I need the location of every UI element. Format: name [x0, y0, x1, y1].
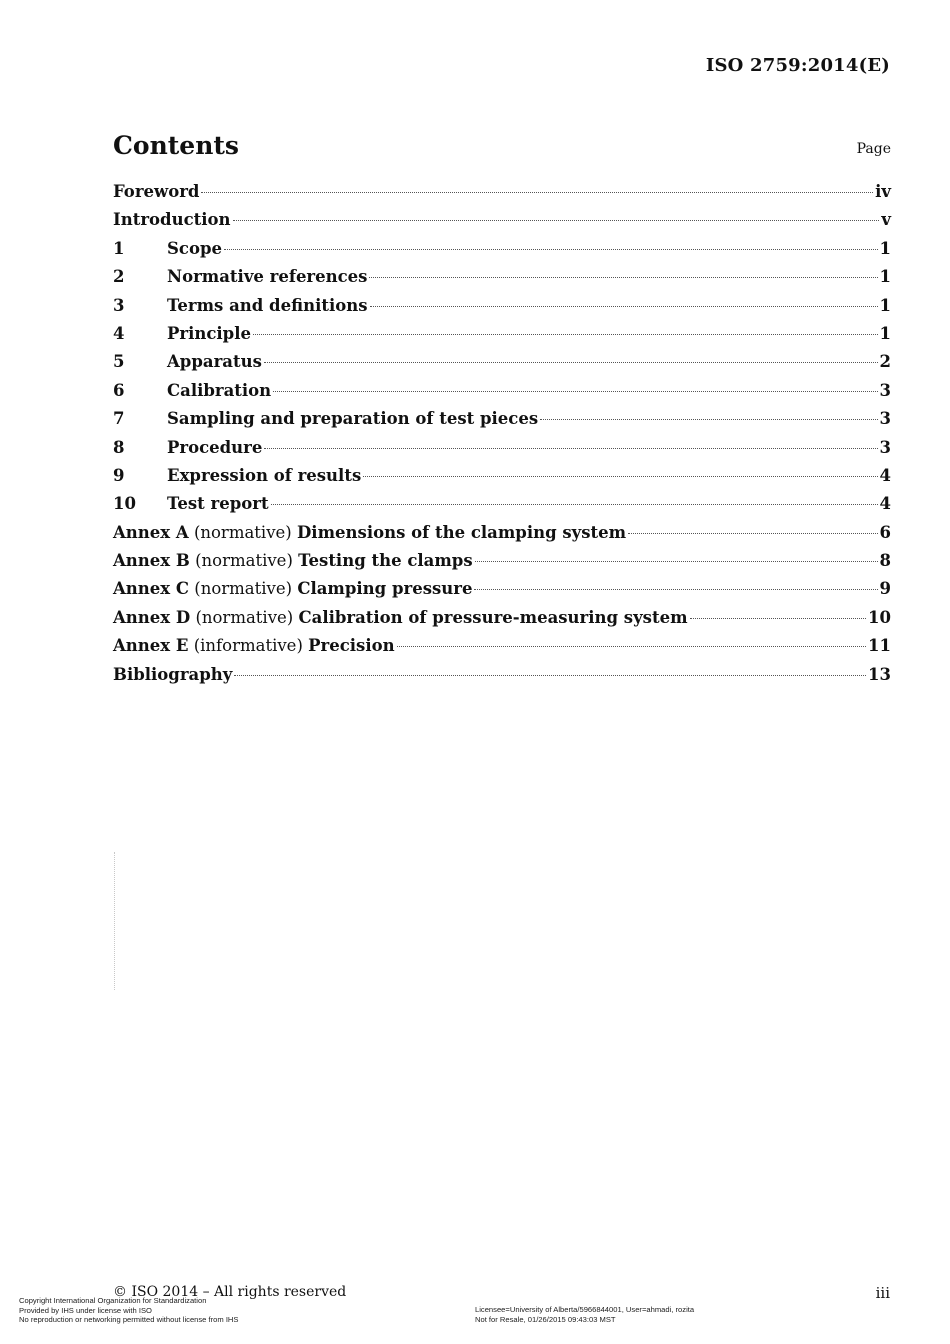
toc-entry-text — [167, 438, 262, 457]
toc-entry[interactable] — [113, 182, 891, 210]
toc-entry[interactable] — [113, 665, 891, 693]
toc-annex-type: (normative) — [195, 551, 293, 571]
toc-dot-leader — [271, 504, 878, 505]
toc-entry[interactable] — [113, 381, 891, 409]
toc-annex-label: Annex A — [113, 522, 189, 542]
toc-entry[interactable] — [113, 409, 891, 437]
toc-dot-leader — [273, 391, 877, 392]
toc-entry-title: Procedure — [167, 437, 263, 457]
toc-entry-text — [113, 551, 473, 570]
page-column-label: Page — [856, 141, 891, 157]
side-margin-mark — [114, 852, 118, 990]
toc-dot-leader — [363, 476, 877, 477]
toc-entry-title: Test report — [167, 494, 269, 514]
toc-entry-page: 6 — [879, 522, 891, 542]
toc-entry-page: 2 — [879, 352, 891, 372]
toc-entry-title: Clamping pressure — [297, 579, 473, 599]
license-right-line: Licensee=University of Alberta/5966844001, User=ahmadi, rozita — [475, 1305, 695, 1314]
toc-entry-title: Expression of results — [167, 465, 362, 485]
toc-annex-type: (informative) — [193, 636, 303, 656]
toc-entry-text — [113, 210, 231, 229]
toc-entry-text — [167, 239, 222, 258]
toc-entry-page: 9 — [879, 579, 891, 599]
toc-entry[interactable] — [113, 267, 891, 295]
toc-entry-text — [167, 324, 251, 343]
toc-dot-leader — [690, 618, 867, 619]
toc-entry-text — [113, 608, 688, 627]
toc-entry-number: 7 — [113, 409, 125, 429]
toc-entry-text — [167, 494, 269, 513]
toc-annex-label: Annex C — [113, 579, 190, 599]
license-left-line: Copyright International Organization for Standardization — [19, 1296, 207, 1305]
toc-entry-title: Scope — [167, 238, 223, 258]
footer-page-number: iii — [875, 1284, 890, 1302]
toc-entry[interactable] — [113, 296, 891, 324]
toc-entry-page: 4 — [879, 465, 891, 485]
toc-entry-page: 4 — [879, 494, 891, 514]
toc-dot-leader — [475, 561, 878, 562]
contents-header — [113, 131, 891, 163]
license-left-line: Provided by IHS under license with ISO — [19, 1305, 152, 1315]
license-notice-left — [19, 1296, 238, 1325]
toc-entry[interactable] — [113, 438, 891, 466]
toc-entry[interactable] — [113, 324, 891, 352]
toc-entry-number: 2 — [113, 267, 125, 287]
toc-entry-title: Apparatus — [167, 352, 262, 372]
toc-annex-label: Annex B — [113, 551, 190, 571]
toc-entry-text — [167, 267, 367, 286]
toc-entry[interactable] — [113, 608, 891, 636]
toc-entry-page: iv — [875, 182, 891, 201]
toc-dot-leader — [233, 220, 880, 221]
toc-entry[interactable] — [113, 466, 891, 494]
contents-title: Contents — [113, 131, 240, 160]
toc-entry-title: Introduction — [113, 210, 231, 230]
toc-entry[interactable] — [113, 352, 891, 380]
toc-entry-text — [167, 409, 538, 428]
toc-entry-text — [167, 381, 271, 400]
toc-dot-leader — [201, 192, 873, 193]
toc-entry-number: 5 — [113, 352, 125, 372]
toc-entry[interactable] — [113, 551, 891, 579]
toc-dot-leader — [397, 646, 866, 647]
toc-entry[interactable] — [113, 210, 891, 238]
toc-entry-text — [167, 466, 361, 485]
toc-dot-leader — [540, 419, 877, 420]
toc-entry-page: 11 — [868, 636, 891, 656]
toc-entry-title: Precision — [308, 636, 395, 656]
toc-entry-page: 3 — [879, 437, 891, 457]
toc-entry-page: 3 — [879, 380, 891, 400]
table-of-contents — [113, 182, 891, 693]
toc-entry-number: 9 — [113, 465, 125, 485]
toc-dot-leader — [264, 362, 878, 363]
toc-entry-page: 1 — [879, 238, 891, 258]
toc-entry-title: Bibliography — [113, 664, 233, 684]
toc-entry[interactable] — [113, 636, 891, 664]
toc-entry[interactable] — [113, 239, 891, 267]
toc-entry-text — [113, 636, 395, 655]
toc-entry-page: 8 — [879, 551, 891, 571]
toc-dot-leader — [224, 249, 878, 250]
toc-entry-title: Testing the clamps — [298, 551, 473, 571]
toc-entry-title: Normative references — [167, 267, 368, 287]
toc-entry[interactable] — [113, 494, 891, 522]
toc-entry-number: 3 — [113, 295, 125, 315]
toc-dot-leader — [369, 277, 877, 278]
toc-dot-leader — [370, 306, 878, 307]
toc-entry-page: 3 — [879, 409, 891, 429]
toc-entry-number: 4 — [113, 323, 125, 343]
license-notice-right — [475, 1305, 694, 1324]
license-left-line: No reproduction or networking permitted without license from IHS — [19, 1315, 239, 1325]
toc-entry-text — [113, 665, 232, 684]
toc-dot-leader — [628, 533, 877, 534]
toc-dot-leader — [264, 448, 877, 449]
toc-entry-text — [113, 579, 472, 598]
toc-entry-page: 1 — [879, 295, 891, 315]
document-id: ISO 2759:2014(E) — [705, 55, 890, 76]
toc-entry[interactable] — [113, 579, 891, 607]
toc-entry-page: v — [881, 210, 891, 230]
toc-entry-title: Calibration of pressure-measuring system — [298, 607, 688, 627]
toc-entry-title: Foreword — [113, 182, 200, 201]
toc-annex-type: (normative) — [195, 607, 294, 627]
toc-annex-label: Annex D — [113, 607, 191, 627]
toc-entry-number: 6 — [113, 380, 125, 400]
toc-entry-page: 1 — [879, 267, 891, 287]
toc-dot-leader — [253, 334, 878, 335]
toc-entry-text — [113, 182, 199, 201]
toc-entry-title: Sampling and preparation of test pieces — [167, 409, 539, 429]
toc-entry-text — [167, 296, 368, 315]
toc-entry-number: 1 — [113, 238, 125, 258]
toc-entry-title: Principle — [167, 323, 251, 343]
toc-dot-leader — [474, 589, 877, 590]
toc-entry[interactable] — [113, 523, 891, 551]
toc-annex-label: Annex E — [113, 636, 189, 656]
toc-entry-text — [167, 352, 262, 371]
toc-entry-number: 10 — [113, 494, 136, 514]
toc-dot-leader — [234, 675, 866, 676]
toc-entry-title: Calibration — [167, 380, 272, 400]
toc-entry-text — [113, 523, 626, 542]
toc-entry-page: 1 — [879, 323, 891, 343]
toc-annex-type: (normative) — [194, 579, 293, 599]
license-right-line: Not for Resale, 01/26/2015 09:43:03 MST — [475, 1314, 616, 1324]
toc-entry-page: 10 — [868, 607, 891, 627]
toc-entry-title: Terms and definitions — [167, 295, 368, 315]
toc-annex-type: (normative) — [193, 522, 292, 542]
footer-copyright: © ISO 2014 – All rights reserved — [113, 1284, 347, 1300]
toc-entry-page: 13 — [868, 664, 891, 684]
toc-entry-title: Dimensions of the clamping system — [297, 522, 627, 542]
toc-entry-number: 8 — [113, 437, 125, 457]
